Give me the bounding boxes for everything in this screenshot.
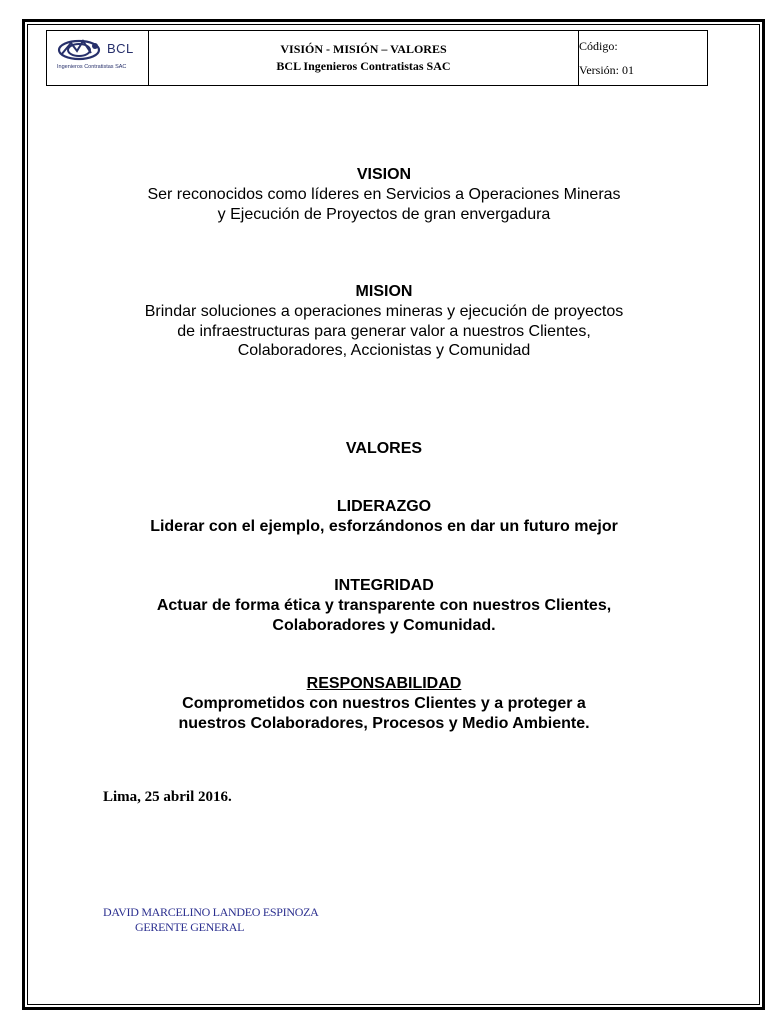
mision-line: Brindar soluciones a operaciones mineras y ejecución de proyectos xyxy=(144,303,624,320)
value-line: Liderar con el ejemplo, esforzándonos en dar un futuro mejor xyxy=(150,518,618,535)
value-line: Colaboradores y Comunidad. xyxy=(272,616,496,634)
value-line: Comprometidos con nuestros Clientes y a proteger a xyxy=(182,695,586,712)
company-name: BCL Ingenieros Contratistas SAC xyxy=(276,59,451,73)
version-label: Versión: 01 xyxy=(579,63,634,77)
value-title: INTEGRIDAD xyxy=(334,577,434,594)
logo-cell xyxy=(47,31,149,85)
signatory-role: GERENTE GENERAL xyxy=(135,920,245,934)
company-logo-icon xyxy=(57,37,105,63)
vision-heading: VISION xyxy=(356,166,412,183)
logo-name: BCL xyxy=(107,41,134,56)
title-cell xyxy=(149,31,579,85)
valores-heading: VALORES xyxy=(345,440,423,457)
signatory-name: DAVID MARCELINO LANDEO ESPINOZA xyxy=(103,905,319,919)
value-title-text: RESPONSABILIDAD xyxy=(306,675,462,692)
value-liderazgo xyxy=(0,497,768,537)
vision-line: y Ejecución de Proyectos de gran envergadura xyxy=(217,205,551,223)
valores-section xyxy=(0,439,768,459)
signature-block xyxy=(103,905,318,935)
document-title: VISIÓN - MISIÓN – VALORES xyxy=(280,42,447,56)
value-title: LIDERAZGO xyxy=(336,498,432,515)
logo-subtitle: Ingenieros Contratistas SAC xyxy=(57,64,127,70)
code-cell xyxy=(579,31,707,85)
code-label: Código: xyxy=(579,39,618,53)
value-responsabilidad xyxy=(0,674,768,733)
mision-section xyxy=(0,282,768,361)
value-integridad xyxy=(0,576,768,635)
mision-line: de infraestructuras para generar valor a nuestros Clientes, xyxy=(177,322,591,340)
value-line: nuestros Colaboradores, Procesos y Medio Ambiente. xyxy=(178,714,590,732)
value-title xyxy=(0,674,768,694)
document-header-table xyxy=(46,30,708,86)
vision-line: Ser reconocidos como líderes en Servicios a Operaciones Mineras xyxy=(147,186,621,203)
vision-section xyxy=(0,165,768,224)
mision-line: Colaboradores, Accionistas y Comunidad xyxy=(237,342,531,359)
mision-heading: MISION xyxy=(355,283,413,300)
value-line: Actuar de forma ética y transparente con nuestros Clientes, xyxy=(156,597,612,614)
document-date: Lima, 25 abril 2016. xyxy=(103,789,232,805)
